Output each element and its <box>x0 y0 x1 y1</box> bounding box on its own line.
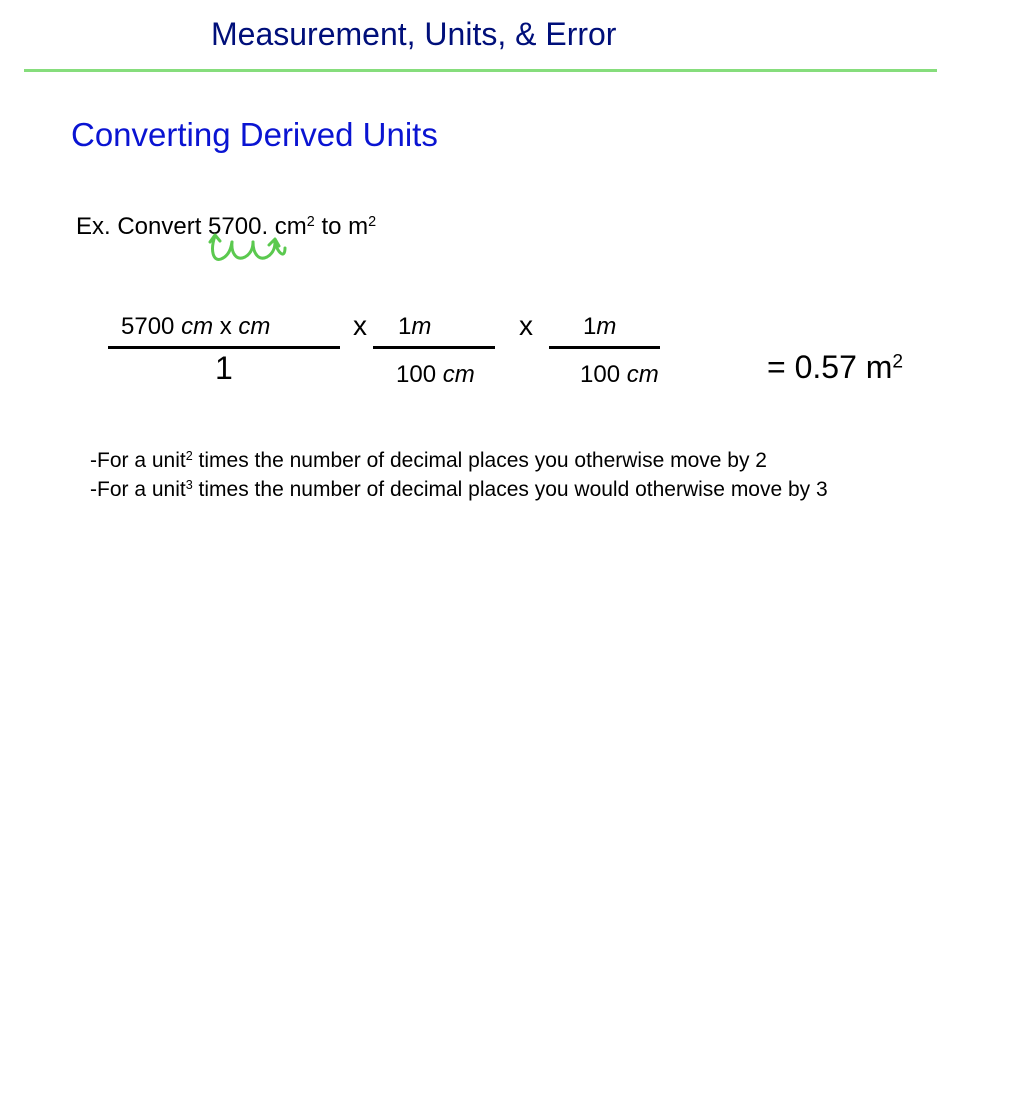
header-divider <box>24 69 937 72</box>
fraction-2-bar <box>373 346 495 349</box>
answer <box>767 349 903 386</box>
multiply-sign-1: x <box>353 310 367 341</box>
fraction-1-numerator <box>121 313 270 341</box>
fraction-2-denominator-value: 100 <box>396 361 437 388</box>
fraction-2-numerator-unit: m <box>411 313 432 340</box>
section-title: Converting Derived Units <box>71 116 438 153</box>
example-prefix: Ex. Convert 5700. cm <box>76 213 307 240</box>
fraction-3-numerator-value: 1 <box>583 313 597 340</box>
fraction-2-denominator-unit: cm <box>442 361 475 388</box>
example-exponent-2: 2 <box>368 214 377 231</box>
fraction-3-denominator-value: 100 <box>580 361 621 388</box>
answer-value: = 0.57 m <box>767 349 893 385</box>
fraction-3-numerator-unit: m <box>596 313 617 340</box>
fraction-3-numerator <box>583 313 616 341</box>
note-2-exponent: 3 <box>185 478 193 493</box>
fraction-1-denominator: 1 <box>215 350 233 386</box>
fraction-1-bar <box>108 346 340 349</box>
fraction-1-numerator-unit-1: cm <box>181 313 214 340</box>
note-unit-squared <box>90 449 767 473</box>
fraction-3-bar <box>549 346 660 349</box>
fraction-1-numerator-unit-2: cm <box>238 313 271 340</box>
note-1-prefix: -For a unit <box>90 449 186 472</box>
fraction-3-denominator <box>580 361 659 389</box>
fraction-2-numerator-value: 1 <box>398 313 412 340</box>
example-exponent-1: 2 <box>306 214 315 231</box>
note-2-suffix: times the number of decimal places you would otherwise move by 3 <box>192 478 828 501</box>
page-title: Measurement, Units, & Error <box>211 16 617 52</box>
fraction-2-numerator <box>398 313 431 341</box>
fraction-1-numerator-times: x <box>219 313 232 340</box>
fraction-3-denominator-unit: cm <box>626 361 659 388</box>
note-1-exponent: 2 <box>185 449 193 464</box>
decimal-shift-arrows-icon <box>205 230 295 266</box>
note-1-suffix: times the number of decimal places you otherwise move by 2 <box>192 449 767 472</box>
note-2-prefix: -For a unit <box>90 478 186 501</box>
multiply-sign-2: x <box>519 310 533 341</box>
note-unit-cubed <box>90 478 828 502</box>
fraction-2-denominator <box>396 361 475 389</box>
fraction-1-numerator-value: 5700 <box>121 313 175 340</box>
example-middle: to m <box>314 213 369 240</box>
answer-exponent: 2 <box>892 351 904 373</box>
